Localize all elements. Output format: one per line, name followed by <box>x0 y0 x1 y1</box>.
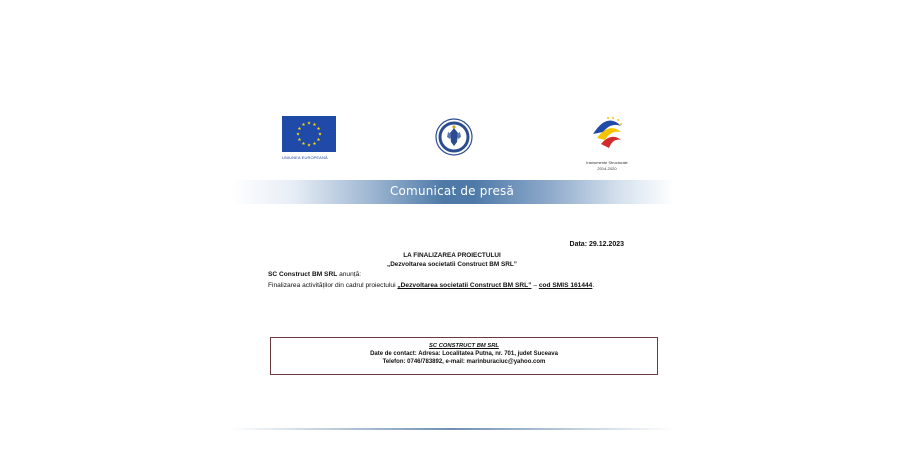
body-smis-code: cod SMIS 161444 <box>538 282 593 289</box>
body-paragraph <box>268 281 624 290</box>
contact-company: SC CONSTRUCT BM SRL <box>429 343 499 349</box>
contact-phone-email: Telefon: 0746/783892, e-mail: marinburaciuc@yahoo.com <box>382 359 546 365</box>
intro-rest: anunță: <box>337 271 362 278</box>
is-caption-line2: 2014-2020 <box>597 166 617 171</box>
contact-address: Date de contact: Adresa: Localitatea Putna, nr. 701, judet Suceava <box>370 351 558 357</box>
eu-logo <box>282 116 340 162</box>
structural-instruments-logo <box>577 114 637 170</box>
is-caption-line1: Instrumente Structurale <box>586 160 628 165</box>
bottom-divider <box>230 428 674 430</box>
document-date: Data: 29.12.2023 <box>569 241 624 248</box>
eu-star-icon <box>296 132 299 135</box>
press-release-page <box>230 0 674 474</box>
body-dash: – <box>531 282 539 289</box>
contact-box <box>270 337 658 375</box>
body-prefix: Finalizarea activităților din cadrul proiectului <box>268 282 398 289</box>
eu-star-icon <box>298 127 301 130</box>
intro-company: SC Construct BM SRL <box>268 271 338 278</box>
eu-star-icon <box>318 132 321 135</box>
eu-star-icon <box>317 138 320 141</box>
heading-line-1: LA FINALIZAREA PROIECTULUI <box>403 252 501 259</box>
romanian-government-emblem-icon <box>435 118 473 156</box>
eu-flag-icon <box>282 116 336 152</box>
press-release-banner <box>230 180 674 204</box>
eu-star-icon <box>298 138 301 141</box>
intro-line <box>268 271 361 278</box>
eu-star-icon <box>302 123 305 126</box>
eu-star-icon <box>307 143 310 146</box>
eu-caption: UNIUNEA EUROPEANĂ <box>282 155 328 160</box>
heading-line-2: „Dezvoltarea societatii Construct BM SRL” <box>387 261 517 268</box>
eu-star-icon <box>313 142 316 145</box>
eu-star-icon <box>313 123 316 126</box>
banner-title: Comunicat de presă <box>389 184 515 198</box>
eu-star-icon <box>307 121 310 124</box>
body-suffix: . <box>592 282 595 289</box>
structural-instruments-icon <box>587 114 627 154</box>
body-project-name: „Dezvoltarea societatii Construct BM SRL” <box>397 282 532 289</box>
eu-star-icon <box>317 127 320 130</box>
eu-star-icon <box>302 142 305 145</box>
